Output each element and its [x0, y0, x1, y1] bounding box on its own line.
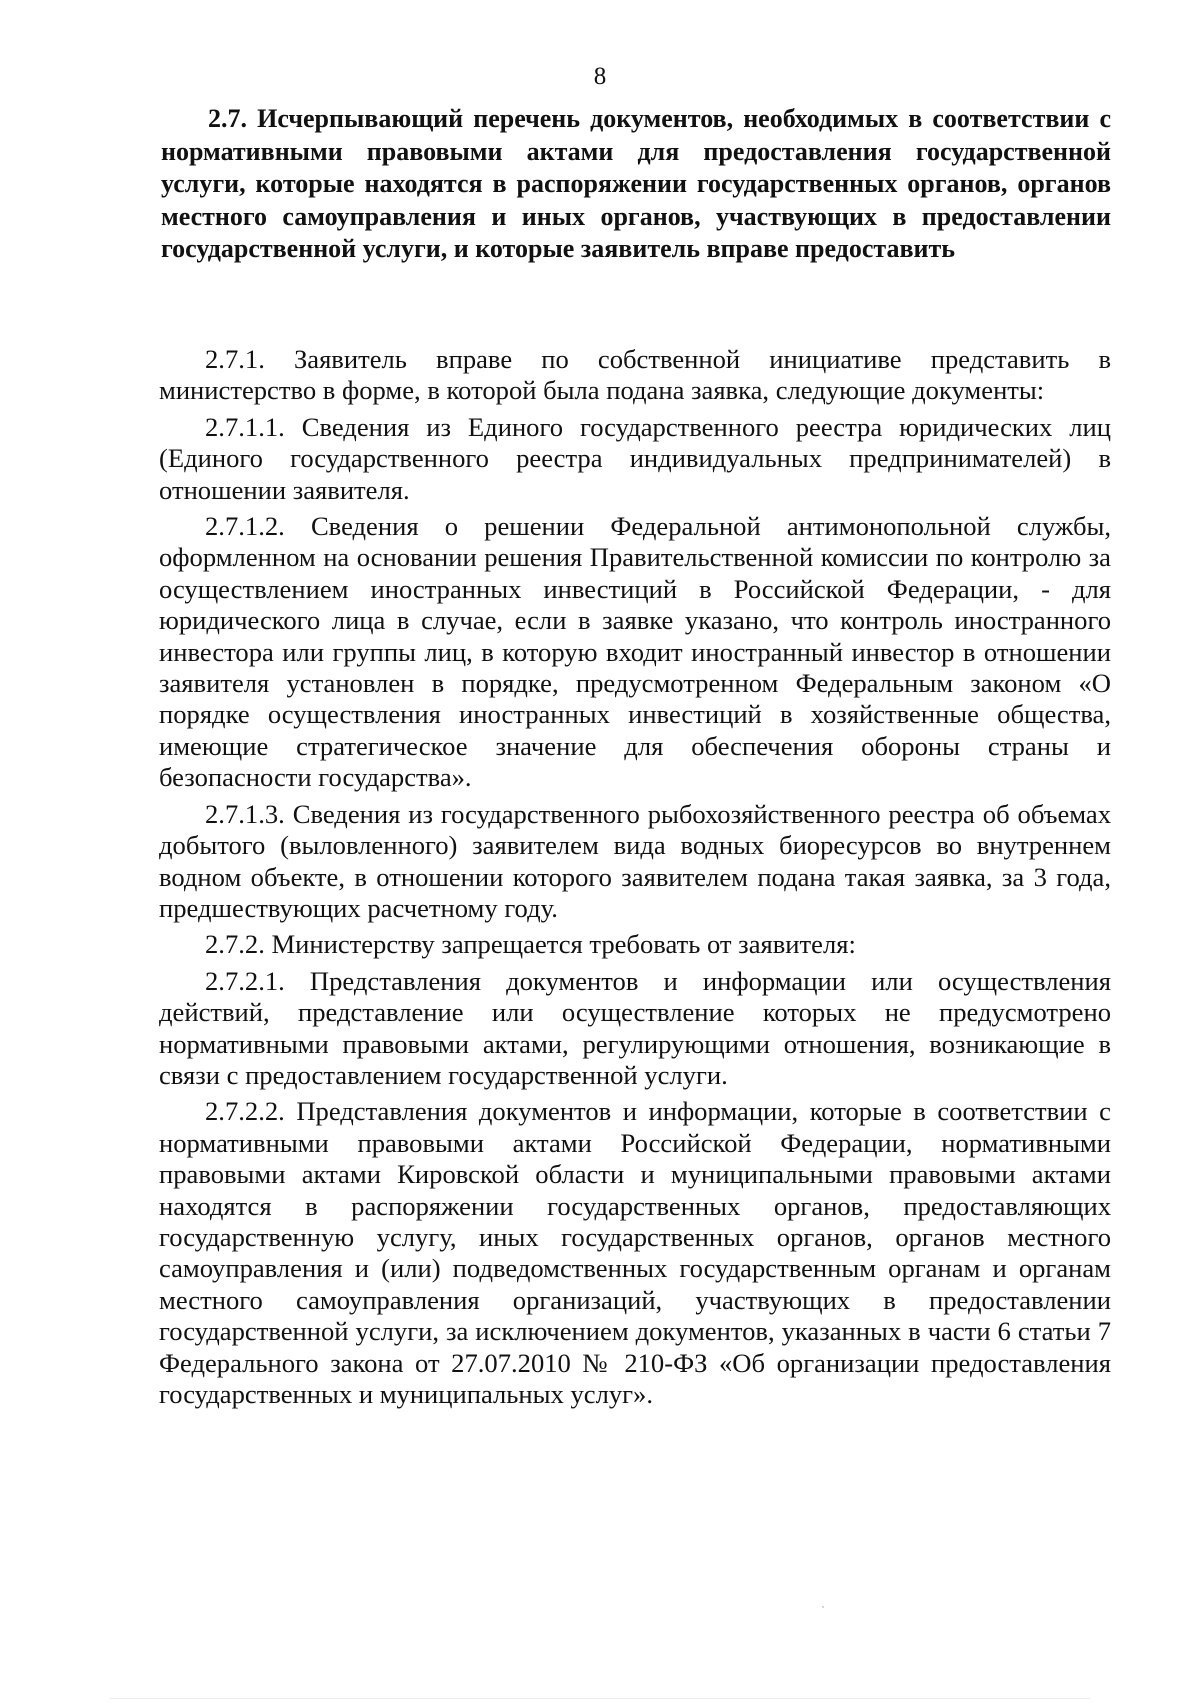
paragraph-2-7-2-2: 2.7.2.2. Представления документов и информации, которые в соответствии с нормативными правовыми актами Российской Федерации, нормативными правовыми актами Кировской области и муниципальными правовыми актами находятся в распоряжении государственных органов, предоставляющих государственную услугу, иных государственных органов, органов местного самоуправления и (или) подведомственных государственным органам и органам местного самоуправления организаций, участвующих в предоставлении государственной услуги, за исключением документов, указанных в части 6 статьи 7 Федерального закона от 27.07.2010 № 210-ФЗ «Об организации предоставления государственных и муниципальных услуг».: [159, 1096, 1111, 1409]
paragraph-2-7-1: 2.7.1. Заявитель вправе по собственной инициативе представить в министерство в форме, в которой была подана заявка, следующие документы:: [159, 344, 1111, 406]
paragraph-2-7-2-1: 2.7.2.1. Представления документов и информации или осуществления действий, представление или осуществление которых не предусмотрено нормативными правовыми актами, регулирующими отношения, возникающие в связи с предоставлением государственной услуги.: [159, 965, 1111, 1090]
paragraph-2-7-1-1: 2.7.1.1. Сведения из Единого государственного реестра юридических лиц (Единого государственного реестра индивидуальных предпринимателей) в отношении заявителя.: [159, 411, 1111, 505]
scan-edge-bottom: [110, 1698, 1090, 1699]
paragraph-2-7-1-2: 2.7.1.2. Сведения о решении Федеральной антимонопольной службы, оформленном на основании решения Правительственной комиссии по контролю за осуществлением иностранных инвестиций в Российской Федерации, - для юридического лица в случае, если в заявке указано, что контроль иностранного инвестора или группы лиц, в которую входит иностранный инвестор в отношении заявителя установлен в порядке, предусмотренном Федеральным законом «О порядке осуществления иностранных инвестиций в хозяйственные общества, имеющие стратегическое значение для обеспечения обороны страны и безопасности государства».: [159, 511, 1111, 793]
section-heading: 2.7. Исчерпывающий перечень документов, необходимых в соответствии с нормативными правовыми актами для предоставления государственной услуги, которые находятся в распоряжении государственных органов, органов местного самоуправления и иных органов, участвующих в предоставлении государственной услуги, и которые заявитель вправе предоставить: [161, 104, 1111, 264]
paragraph-2-7-1-3: 2.7.1.3. Сведения из государственного рыбохозяйственного реестра об объемах добытого (выловленного) заявителем вида водных биоресурсов во внутреннем водном объекте, в отношении которого заявителем подана такая заявка, за 3 года, предшествующих расчетному году.: [159, 798, 1111, 923]
document-body: [159, 344, 1111, 1410]
paragraph-2-7-2: 2.7.2. Министерству запрещается требовать от заявителя:: [205, 929, 856, 960]
page-number: 8: [593, 63, 607, 90]
scan-speck: [822, 1606, 824, 1608]
